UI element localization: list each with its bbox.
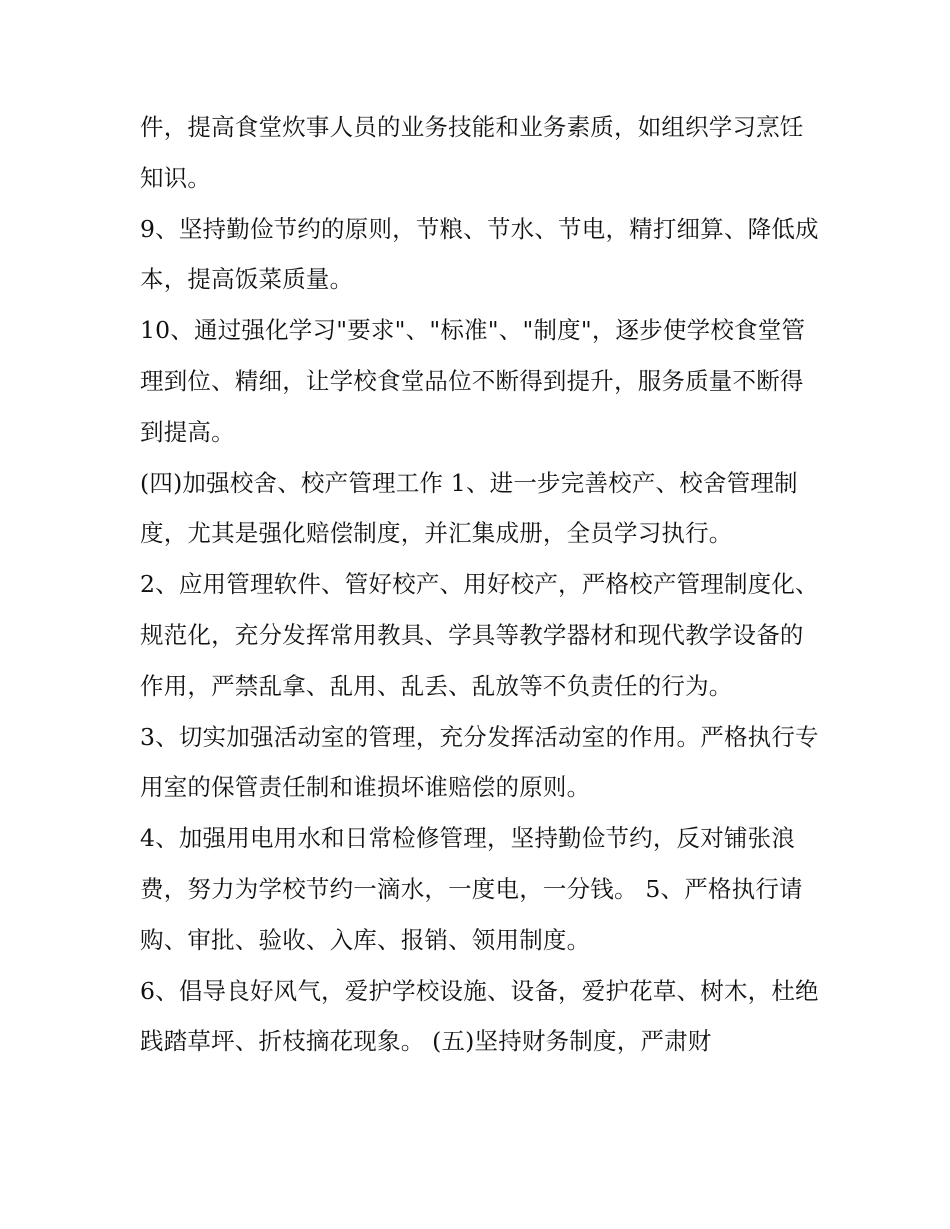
paragraph-item-9: 9、坚持勤俭节约的原则，节粮、节水、节电，精打细算、降低成本，提高饭菜质量。 [140, 214, 819, 294]
paragraph-item-6-section-5: 6、倡导良好风气，爱护学校设施、设备，爱护花草、树木，杜绝践踏草坪、折枝摘花现象。 (五)坚持财务制度，严肃财 [140, 976, 819, 1056]
document-body [140, 102, 820, 1067]
paragraph-canteen-training: 件，提高食堂炊事人员的业务技能和业务素质，如组织学习烹饪知识。 [140, 113, 804, 192]
paragraph-item-4-and-5: 4、加强用电用水和日常检修管理，坚持勤俭节约，反对铺张浪费，努力为学校节约一滴水，一度电，一分钱。 5、严格执行请购、审批、验收、入库、报销、领用制度。 [140, 824, 803, 954]
paragraph-item-10: 10、通过强化学习"要求"、"标准"、"制度"，逐步使学校食堂管理到位、精细，让学校食堂品位不断得到提升，服务质量不断得到提高。 [140, 316, 806, 446]
paragraph-item-3: 3、切实加强活动室的管理，充分发挥活动室的作用。严格执行专用室的保管责任制和谁损坏谁赔偿的原则。 [140, 722, 819, 802]
paragraph-section-4-item-1: (四)加强校舍、校产管理工作 1、进一步完善校产、校舍管理制度，尤其是强化赔偿制度，并汇集成册，全员学习执行。 [140, 468, 798, 548]
paragraph-item-2: 2、应用管理软件、管好校产、用好校产，严格校产管理制度化、规范化，充分发挥常用教具、学具等教学器材和现代教学设备的作用，严禁乱拿、乱用、乱丢、乱放等不负责任的行为。 [140, 570, 819, 700]
